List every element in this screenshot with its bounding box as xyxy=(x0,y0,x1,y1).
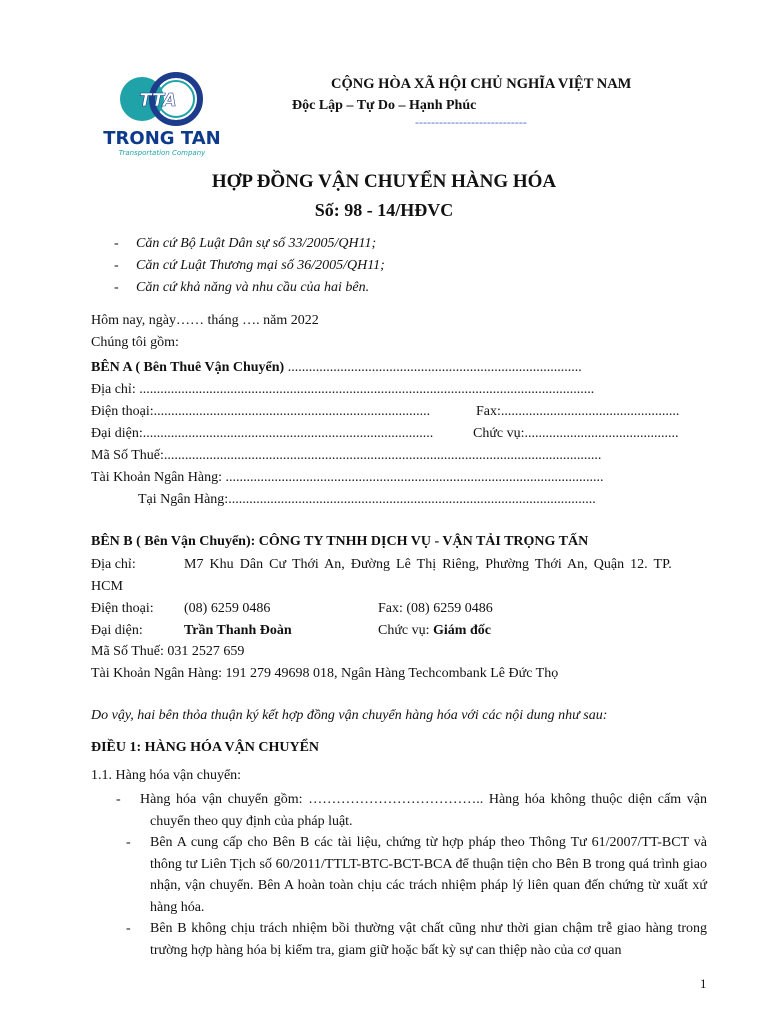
date-line: Hôm nay, ngày…… tháng …. năm 2022 xyxy=(91,313,319,328)
country-name: CỘNG HÒA XÃ HỘI CHỦ NGHĨA VIỆT NAM xyxy=(331,76,632,92)
contract-number: Số: 98 - 14/HĐVC xyxy=(314,200,454,220)
svg-text:Transportation Company: Transportation Company xyxy=(118,149,206,157)
company-logo xyxy=(92,70,232,160)
party-b-representative: Trần Thanh Đoàn xyxy=(184,623,292,638)
header-rule: ---------------------------- xyxy=(415,115,527,129)
party-a-fax: Fax:................................................... xyxy=(476,404,680,419)
party-b-bank: Tài Khoản Ngân Hàng: 191 279 49698 018, Ngân Hàng Techcombank Lê Đức Thọ xyxy=(91,666,559,681)
party-a-position: Chức vụ:............................................ xyxy=(473,426,679,441)
party-a-address: Địa chỉ: .................................................................................................................................. xyxy=(91,382,595,397)
party-a-representative: Đại diện:................................................................................... xyxy=(91,426,434,441)
party-a-phone: Điện thoại:............................................................................... xyxy=(91,404,431,419)
article-1-paragraph: - Bên B không chịu trách nhiệm bồi thường vật chất cũng như thời gian chậm trễ giao hàng trong trường hợp hàng hóa bị kiểm tra, giam giữ hoặc bất kỳ sự can thiệp nào của cơ quan xyxy=(126,921,707,958)
party-b-address-label: Địa chỉ: xyxy=(91,557,136,572)
article-1-paragraph: - Hàng hóa vận chuyển gồm: ……………………………….. Hàng hóa không thuộc diện cấm vận chuyển theo quy định của pháp luật. xyxy=(116,792,707,829)
svg-text:TRONG TAN: TRONG TAN xyxy=(103,128,221,149)
document-title: HỢP ĐỒNG VẬN CHUYỂN HÀNG HÓA xyxy=(211,171,557,192)
article-1-paragraph: - Bên A cung cấp cho Bên B các tài liệu, chứng từ hợp pháp theo Thông Tư 61/2007/TT-BCT và thông tư Liên Tịch số 60/2011/TTLT-BTC-BCT-BCA để thuận tiện cho Bên B trong quá trình giao nhận, vận chuyển. Bên A hoàn toàn chịu các trách nhiệm pháp lý liên quan đến chứng từ xuất xứ hàng hóa. xyxy=(126,835,707,915)
article-1-heading: ĐIỀU 1: HÀNG HÓA VẬN CHUYỂN xyxy=(91,740,320,755)
party-b-heading: BÊN B ( Bên Vận Chuyển): CÔNG TY TNHH DỊCH VỤ - VẬN TẢI TRỌNG TẤN xyxy=(91,534,589,549)
party-a-bank: Tại Ngân Hàng:......................................................................................................... xyxy=(138,492,596,507)
party-b-phone-label: Điện thoại: xyxy=(91,601,154,616)
party-b-rep-label: Đại diện: xyxy=(91,623,143,638)
svg-text:TTA: TTA xyxy=(139,90,177,111)
party-a-bank-account: Tài Khoản Ngân Hàng: ............................................................................................................ xyxy=(91,470,604,485)
article-1-item-1-1: 1.1. Hàng hóa vận chuyển: xyxy=(91,768,242,783)
national-motto: Độc Lập – Tự Do – Hạnh Phúc xyxy=(292,98,477,113)
party-b-phone: (08) 6259 0486 xyxy=(184,601,271,616)
agreement-statement: Do vậy, hai bên thỏa thuận ký kết hợp đồng vận chuyển hàng hóa với các nội dung như sau: xyxy=(91,708,608,723)
party-b-address: M7 Khu Dân Cư Thới An, Đường Lê Thị Riêng, Phường Thới An, Quận 12. TP. xyxy=(184,557,672,572)
party-b-address-cont: HCM xyxy=(91,579,123,594)
parties-intro: Chúng tôi gồm: xyxy=(91,335,179,350)
logo-emblem-icon xyxy=(92,70,232,160)
page-number: 1 xyxy=(700,976,707,991)
party-b-position: Chức vụ: Giám đốc xyxy=(378,623,491,638)
party-b-tax-code: Mã Số Thuế: 031 2527 659 xyxy=(91,644,245,659)
party-b-fax: Fax: (08) 6259 0486 xyxy=(378,601,493,616)
party-a-tax-code: Mã Số Thuế:............................................................................................................................. xyxy=(91,448,602,463)
party-a-heading: BÊN A ( Bên Thuê Vận Chuyển) .................................................................................... xyxy=(91,360,582,375)
